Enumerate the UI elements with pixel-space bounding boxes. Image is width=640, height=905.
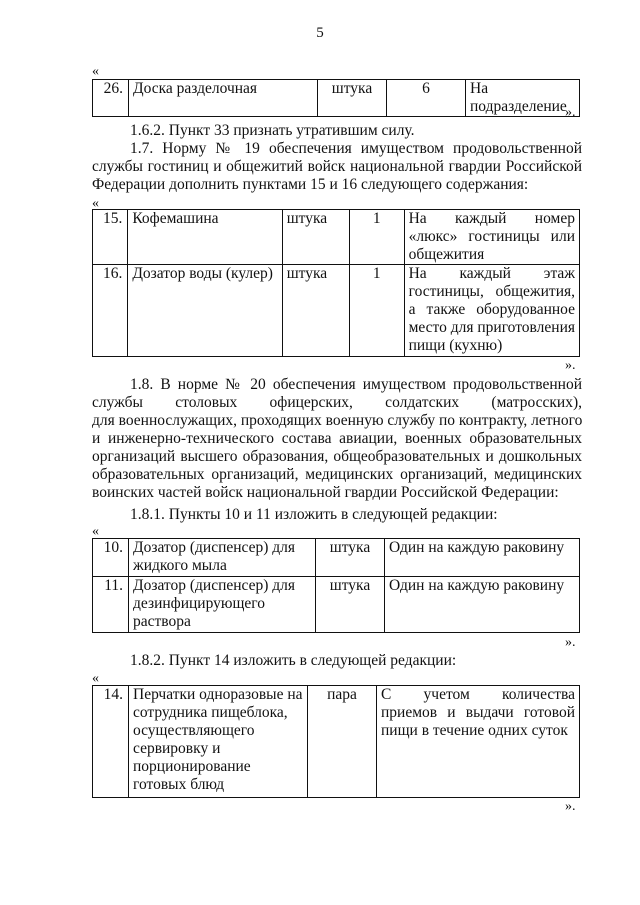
text-line: организаций высшего образования, общеобразовательных и дошкольных bbox=[92, 448, 582, 465]
paragraph-1-8-2: 1.8.2. Пункт 14 изложить в следующей редакции: bbox=[130, 652, 457, 669]
name-line: сотрудника пищеблока, bbox=[133, 704, 288, 721]
item-qty: 1 bbox=[349, 265, 404, 357]
page-number: 5 bbox=[316, 25, 324, 41]
note-line: пищи (кухню) bbox=[408, 337, 503, 354]
item-name bbox=[129, 686, 308, 798]
text-line: воинских частей войск национальной гвардии Российской Федерации: bbox=[92, 484, 559, 501]
table-items-15-16 bbox=[92, 209, 580, 357]
text-line: образовательных организаций, медицинских организаций, медицинских bbox=[92, 466, 582, 483]
text-line: 1.7. Норму № 19 обеспечения имуществом продовольственной bbox=[130, 140, 582, 157]
text-line: 1.8. В норме № 20 обеспечения имуществом продовольственной bbox=[130, 376, 582, 393]
item-name: Доска разделочная bbox=[129, 80, 318, 117]
table-row bbox=[93, 577, 580, 633]
note-line: С учетом количества bbox=[381, 686, 575, 703]
note-line: На каждый этаж bbox=[408, 265, 575, 282]
table-row bbox=[93, 686, 580, 798]
name-line: готовых блюд bbox=[133, 776, 225, 793]
name-line: порционирование bbox=[133, 758, 251, 775]
text-line: Федерации дополнить пунктами 15 и 16 следующего содержания: bbox=[92, 176, 529, 193]
item-unit: пара bbox=[308, 686, 377, 798]
table-item-14 bbox=[92, 685, 580, 798]
close-quote: ». bbox=[565, 799, 576, 814]
item-qty: 6 bbox=[387, 80, 466, 117]
name-line: Перчатки одноразовые на bbox=[133, 686, 303, 703]
text-line: и инженерно-технического состава авиации, военных образовательных bbox=[92, 430, 582, 447]
open-quote: « bbox=[92, 671, 99, 686]
name-line: сервировку и bbox=[133, 740, 221, 757]
paragraph-1-8 bbox=[92, 376, 582, 502]
table-items-10-11 bbox=[92, 538, 580, 633]
item-name: Кофемашина bbox=[128, 210, 282, 265]
text-line: для военнослужащих, проходящих военную службу по контракту, летного bbox=[92, 412, 583, 429]
paragraph-1-6-2: 1.6.2. Пункт 33 признать утратившим силу. bbox=[130, 122, 415, 139]
name-line: осуществляющего bbox=[133, 722, 255, 739]
item-note bbox=[404, 265, 579, 357]
item-unit: штука bbox=[316, 539, 385, 577]
close-quote: ». bbox=[565, 635, 576, 650]
note-line: На каждый номер bbox=[408, 210, 575, 227]
name-line: Дозатор (диспенсер) для bbox=[133, 539, 296, 556]
item-name: Дозатор воды (кулер) bbox=[128, 265, 282, 357]
item-unit: штука bbox=[318, 80, 387, 117]
item-unit: штука bbox=[282, 210, 349, 265]
table-row bbox=[93, 265, 580, 357]
text-line: службы столовых офицерских, солдатских (матросских), bbox=[92, 394, 582, 411]
row-number: 26. bbox=[93, 80, 129, 117]
open-quote: « bbox=[92, 64, 99, 79]
close-quote: ». bbox=[565, 358, 576, 373]
table-row bbox=[93, 539, 580, 577]
row-number: 11. bbox=[93, 577, 129, 633]
text-line: службы гостиниц и общежитий войск национальной гвардии Российской bbox=[92, 158, 582, 175]
item-note: На подразделение bbox=[466, 80, 580, 117]
row-number: 16. bbox=[93, 265, 128, 357]
item-unit: штука bbox=[316, 577, 385, 633]
item-qty: 1 bbox=[349, 210, 404, 265]
item-unit: штука bbox=[282, 265, 349, 357]
open-quote: « bbox=[92, 196, 99, 211]
table-item-26 bbox=[92, 79, 580, 117]
name-line: раствора bbox=[133, 613, 191, 630]
note-line: общежития bbox=[408, 246, 485, 263]
note-line: приемов и выдачи готовой bbox=[381, 704, 575, 721]
item-note bbox=[404, 210, 579, 265]
note-line: пищи в течение одних суток bbox=[381, 722, 568, 739]
paragraph-1-7 bbox=[92, 140, 582, 194]
note-line: «люкс» гостиницы или bbox=[408, 228, 575, 245]
item-note bbox=[377, 686, 580, 798]
open-quote: « bbox=[92, 524, 99, 539]
close-quote: ». bbox=[565, 105, 576, 120]
table-row bbox=[93, 210, 580, 265]
paragraph-1-8-1: 1.8.1. Пункты 10 и 11 изложить в следующей редакции: bbox=[130, 506, 498, 523]
item-note: Один на каждую раковину bbox=[385, 577, 580, 633]
row-number: 10. bbox=[93, 539, 129, 577]
name-line: жидкого мыла bbox=[133, 557, 227, 574]
item-name bbox=[129, 539, 316, 577]
note-line: гостиницы, общежития, bbox=[408, 283, 575, 300]
note-line: место для приготовления bbox=[408, 319, 575, 336]
item-note: Один на каждую раковину bbox=[385, 539, 580, 577]
note-line: а также оборудованное bbox=[408, 301, 575, 318]
table-row bbox=[93, 80, 580, 117]
name-line: дезинфицирующего bbox=[133, 595, 266, 612]
name-line: Дозатор (диспенсер) для bbox=[133, 577, 296, 594]
item-name bbox=[129, 577, 316, 633]
row-number: 14. bbox=[93, 686, 129, 798]
row-number: 15. bbox=[93, 210, 128, 265]
